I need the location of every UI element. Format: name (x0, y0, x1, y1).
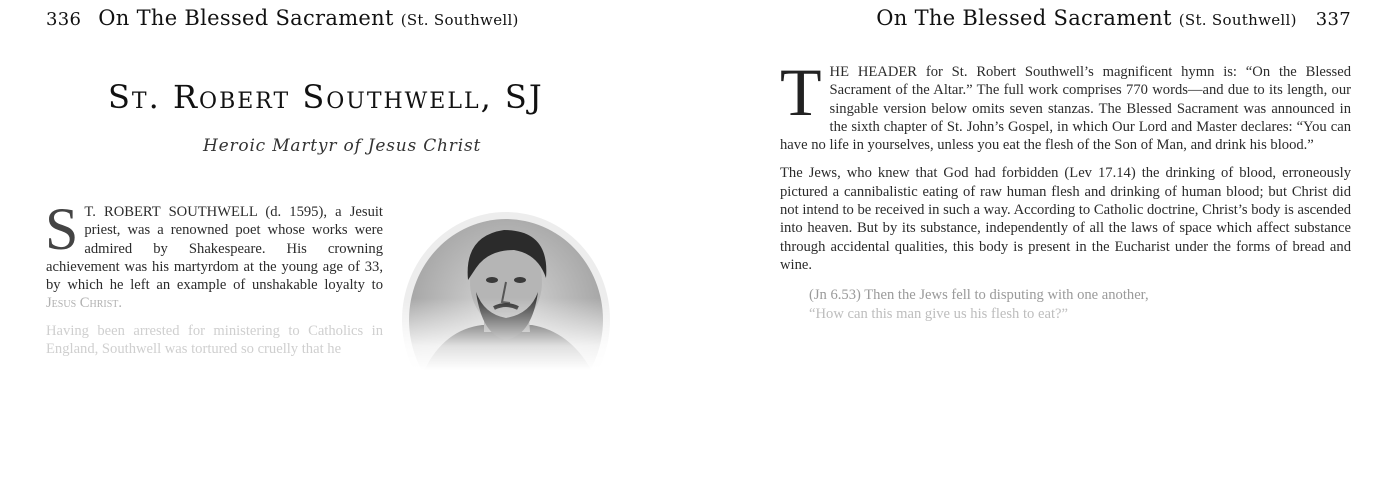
left-paragraph-1-end: . (118, 295, 123, 312)
running-head-left (46, 6, 519, 30)
drop-cap-right: T (780, 54, 822, 130)
quote-line-1: (Jn 6.53) Then the Jews fell to disputing with one another, (809, 287, 1149, 304)
running-head-sub-left: (St. Southwell) (400, 11, 519, 29)
chapter-subtitle: Heroic Martyr of Jesus Christ (203, 136, 482, 156)
right-body (780, 54, 1351, 323)
right-paragraph-1 (780, 54, 1351, 154)
drop-cap-left: S (45, 196, 79, 262)
portrait-engraving (402, 210, 610, 370)
running-head-right (876, 6, 1351, 30)
quote-line-2: “How can this man give us his flesh to eat?” (809, 305, 1068, 322)
left-body (45, 196, 383, 358)
page-number-left: 336 (46, 9, 82, 30)
page-number-right: 337 (1315, 9, 1351, 30)
portrait-fade (402, 210, 610, 370)
chapter-title: St. Robert Southwell, SJ (108, 78, 544, 116)
right-paragraph-2: The Jews, who knew that God had forbidden (Lev 17.14) the drinking of blood, erroneously pictured a cannibalistic eating of raw human flesh and drinking of human blood; but Christ did not intend to be received in such a way. According to Catholic doctrine, Christ’s body is ascended into heaven. But by its substance, independently of all the laws of space which affect substance through accidental qualities, this body is present in the Eucharist under the forms of bread and wine. (780, 165, 1351, 273)
running-head-title-right: On The Blessed Sacrament (876, 6, 1172, 30)
running-head-title-left: On The Blessed Sacrament (98, 6, 394, 30)
left-paragraph-1 (45, 196, 383, 313)
jesus-christ-name: Jesus Christ (46, 295, 119, 312)
left-paragraph-2: Having been arrested for ministering to Catholics in England, Southwell was tortured so cruelly that he (46, 322, 383, 358)
right-paragraph-1-text: HE HEADER for St. Robert Southwell’s magnificent hymn is: “On the Blessed Sacrament of the Altar.” The full work comprises 770 words—and due to its length, our singable version below omits seven stanzas. The Blessed Sacrament was announced in the sixth chapter of St. John’s Gospel, in which Our Lord and Master declares: “You can have no life in yourselves, unless you eat the flesh of the Son of Man, and drink his blood.” (780, 64, 1351, 154)
right-page (700, 0, 1400, 492)
left-paragraph-1-text: T. ROBERT SOUTHWELL (d. 1595), a Jesuit priest, was a renowned poet whose works were admired by Shakespeare. His crowning achievement was his martyrdom at the young age of 33, by which he left an example of unshakable loyalty to (46, 204, 383, 294)
scripture-quote (809, 286, 1351, 323)
running-head-sub-right: (St. Southwell) (1178, 11, 1297, 29)
